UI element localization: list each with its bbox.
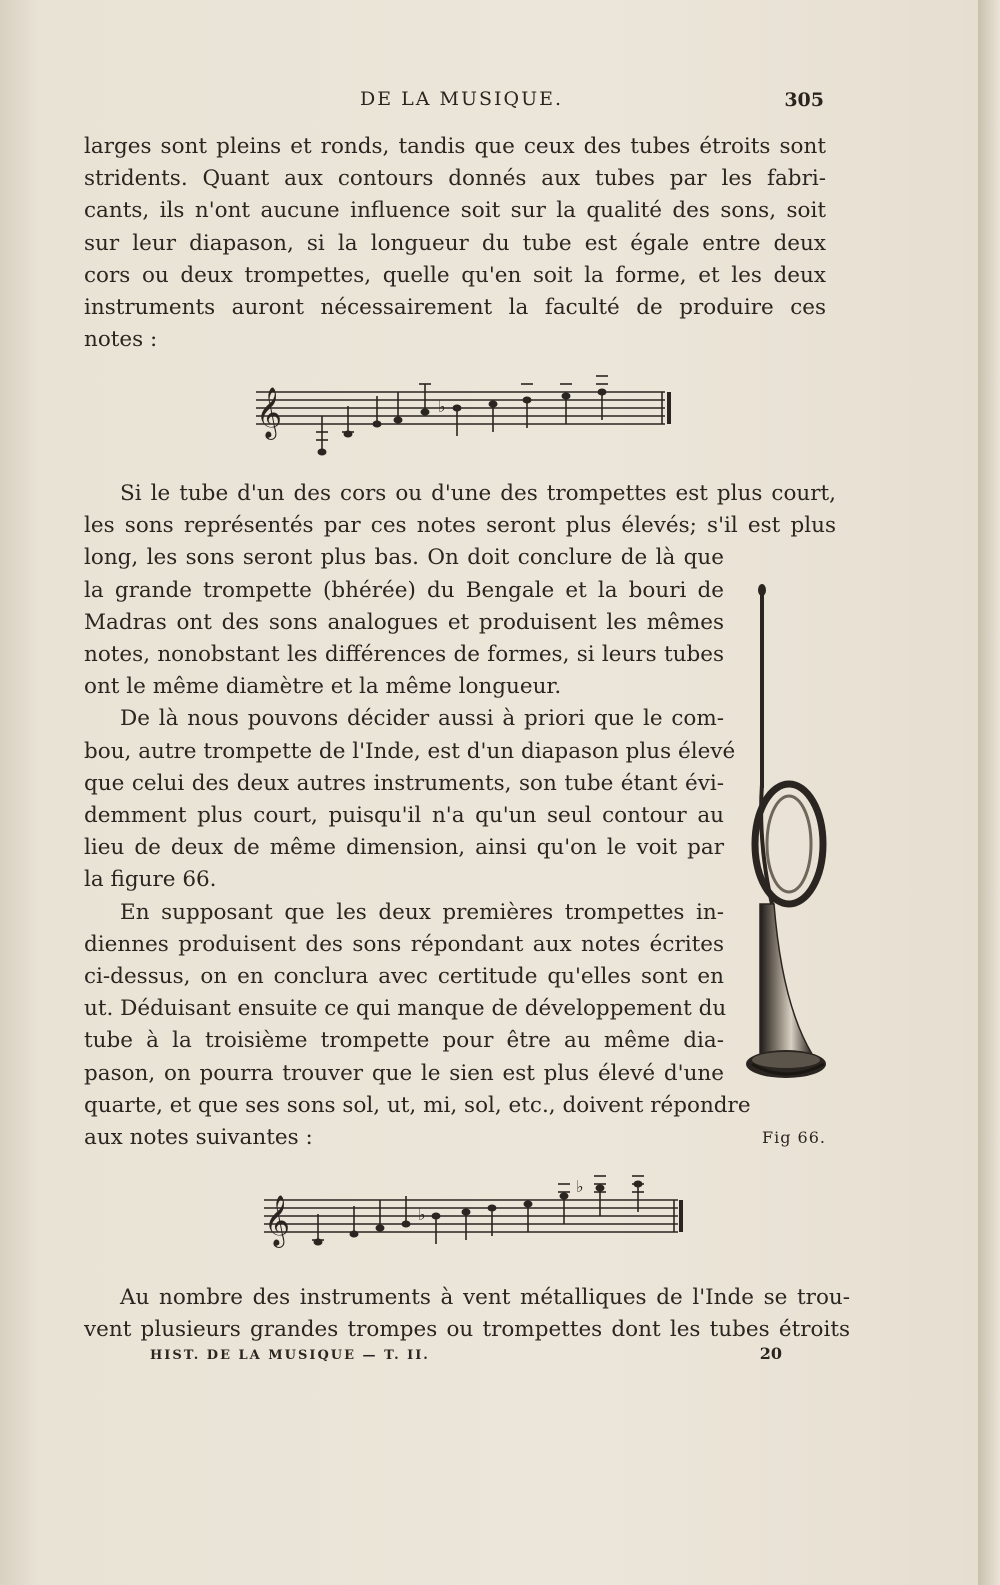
text-line: quarte, et que ses sons sol, ut, mi, sol, etc., doivent répondre [84, 1092, 751, 1118]
signature-mark: HIST. DE LA MUSIQUE — T. II. [150, 1348, 430, 1363]
text-line: demment plus court, puisqu'il n'a qu'un seul contour au [84, 803, 724, 829]
text-line: Madras ont des sons analogues et produisent les mêmes [84, 609, 724, 635]
text-line: sur leur diapason, si la longueur du tube est égale entre deux [84, 230, 826, 256]
text-line: les sons représentés par ces notes seront plus élevés; s'il est plus [84, 513, 836, 539]
music-staff-1 [250, 372, 680, 464]
text-line: cors ou deux trompettes, quelle qu'en soit la forme, et les deux [84, 262, 826, 288]
figure-caption: Fig 66. [762, 1128, 826, 1147]
svg-text:♭: ♭ [438, 397, 446, 416]
text-line: En supposant que les deux premières trompettes in- [120, 899, 724, 925]
text-line: que celui des deux autres instruments, son tube étant évi- [84, 770, 724, 796]
text-line: la figure 66. [84, 867, 217, 893]
page-footer [150, 1344, 782, 1366]
text-line: diennes produisent des sons répondant aux notes écrites [84, 931, 724, 957]
text-line: ci-dessus, on en conclura avec certitude qu'elles sont en [84, 964, 724, 990]
paragraph-1 [84, 131, 826, 356]
text-line: vent plusieurs grandes trompes ou trompettes dont les tubes étroits [84, 1317, 850, 1343]
trumpet-illustration [742, 584, 838, 1140]
svg-text:♭: ♭ [576, 1177, 584, 1196]
paragraph-2 [84, 478, 836, 1154]
text-line: stridents. Quant aux contours donnés aux tubes par les fabri- [84, 166, 826, 192]
text-line: aux notes suivantes : [84, 1125, 313, 1151]
text-line: ut. Déduisant ensuite ce qui manque de développement du [84, 996, 727, 1022]
svg-text:𝄞: 𝄞 [264, 1195, 291, 1246]
text-line: Si le tube d'un des cors ou d'une des trompettes est plus court, [120, 481, 836, 506]
svg-text:♭: ♭ [418, 1205, 426, 1224]
text-line: long, les sons seront plus bas. On doit conclure de là que [84, 545, 724, 571]
paragraph-3 [84, 1282, 850, 1346]
text-line: notes : [84, 327, 158, 353]
text-line: instruments auront nécessairement la faculté de produire ces [84, 295, 826, 321]
text-line: cants, ils n'ont aucune influence soit sur la qualité des sons, soit [84, 198, 826, 224]
text-line: bou, autre trompette de l'Inde, est d'un diapason plus élevé [84, 738, 736, 764]
text-line: pason, on pourra trouver que le sien est plus élevé d'une [84, 1060, 724, 1086]
running-title: DE LA MUSIQUE. [360, 88, 564, 110]
text-line: larges sont pleins et ronds, tandis que ceux des tubes étroits sont [84, 134, 826, 159]
text-line: lieu de deux de même dimension, ainsi qu'on le voit par [84, 835, 724, 861]
text-line: la grande trompette (bhérée) du Bengale et la bouri de [84, 577, 724, 603]
svg-text:𝄞: 𝄞 [256, 387, 283, 438]
running-header [84, 88, 824, 118]
music-staff-2 [258, 1166, 690, 1262]
text-line: ont le même diamètre et la même longueur. [84, 674, 562, 700]
sheet-number: 20 [759, 1344, 782, 1363]
page-number: 305 [784, 89, 824, 111]
text-line: notes, nonobstant les différences de formes, si leurs tubes [84, 642, 724, 668]
text-line: Au nombre des instruments à vent métalliques de l'Inde se trou- [120, 1285, 850, 1310]
page-edge [978, 0, 1000, 1585]
text-line: De là nous pouvons décider aussi à priori que le com- [120, 706, 724, 732]
text-line: tube à la troisième trompette pour être au même dia- [84, 1028, 724, 1054]
